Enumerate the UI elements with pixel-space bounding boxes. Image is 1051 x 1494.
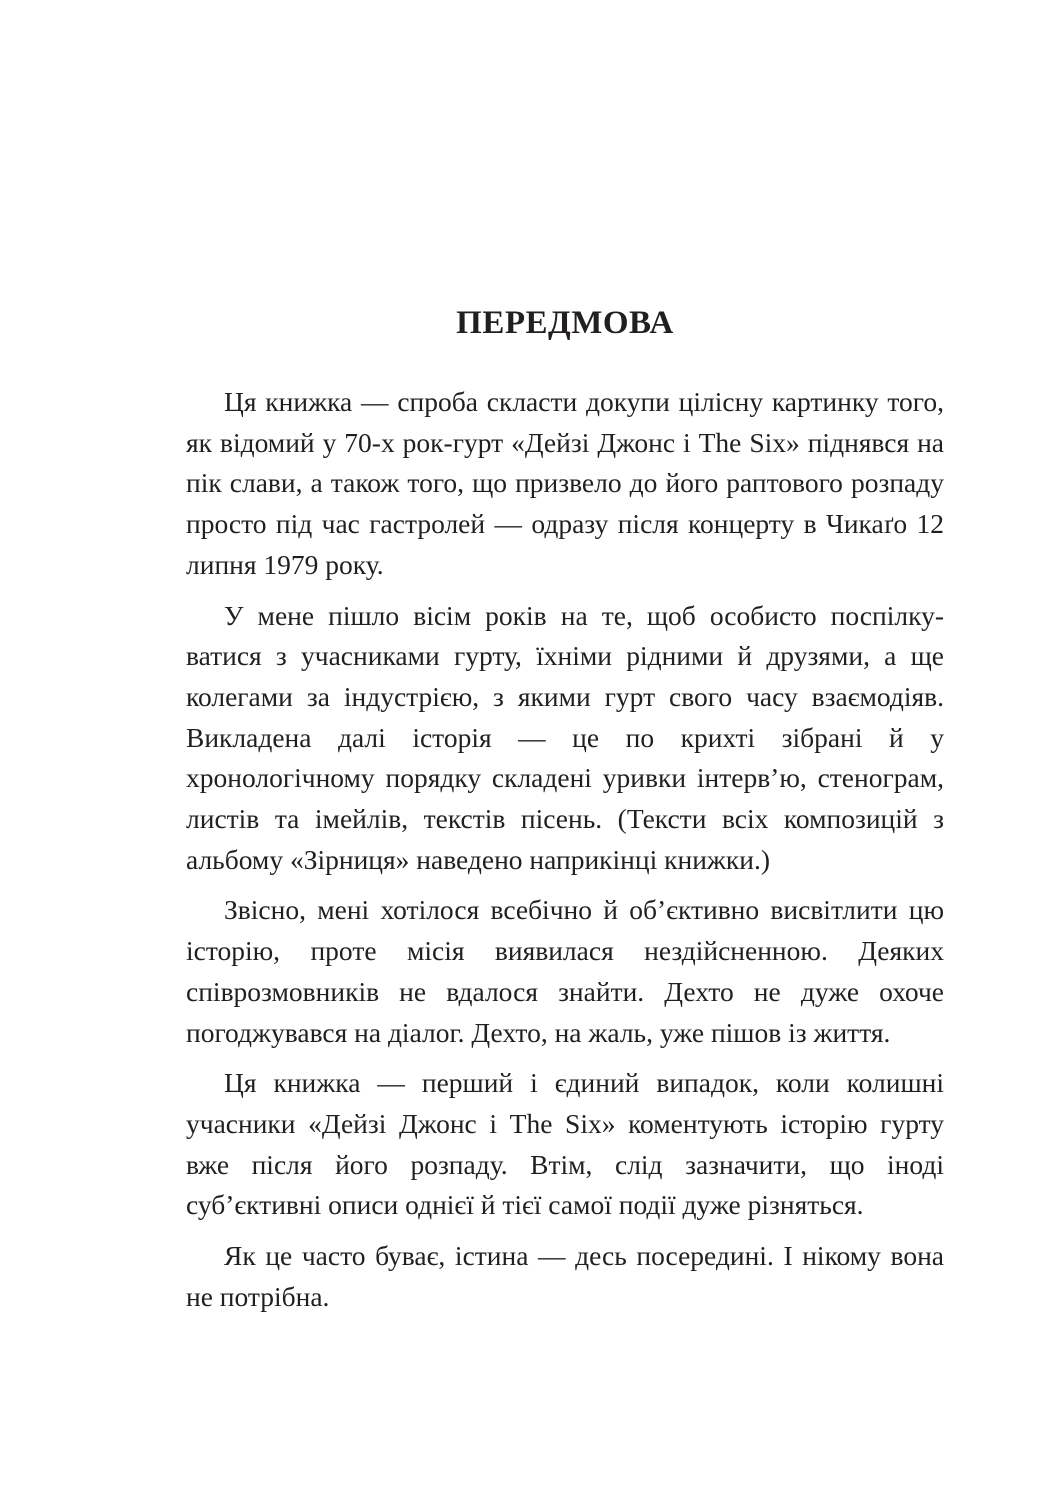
- paragraph-2: У мене пішло вісім років на те, щоб особисто поспілкуватися з учасниками гурту, їхніми рідними й друзями, а ще колегами за індустрією, з якими гурт свого часу взаємодіяв. Викладена далі історія — це по крихті зібрані й у хронологічному порядку складені уривки інтерв’ю, стенограм, листів та імейлів, текстів пісень. (Тексти всіх композицій з альбому «Зірниця» наведено наприкінці книжки.): [186, 599, 944, 875]
- paragraph-1: Ця книжка — спроба скласти докупи цілісну картинку того, як відомий у 70-х рок-гурт «Дейзі Джонс і The Six» піднявся на пік слави, а також того, що призвело до його раптового розпаду просто під час гастролей — одразу після концерту в Чикаґо 12 липня 1979 року.: [186, 386, 944, 580]
- paragraph-3: Звісно, мені хотілося всебічно й об’єктивно висвітлити цю історію, проте місія виявилася нездійсненною. Деяких співрозмовників не вдалося знайти. Дехто не дуже охоче погоджувався на діалог. Дехто, на жаль, уже пішов із життя.: [186, 894, 944, 1048]
- preface-text: [186, 382, 944, 1327]
- chapter-title: ПЕРЕДМОВА: [456, 305, 674, 341]
- paragraph-4: Ця книжка — перший і єдиний випадок, коли колишні учасники «Дейзі Джонс і The Six» коментують історію гурту вже після його розпаду. Втім, слід зазначити, що іноді суб’єктивні описи однієї й тієї самої події дуже різняться.: [186, 1067, 944, 1221]
- paragraph-5: Як це часто буває, істина — десь посередині. І нікому вона не потрібна.: [186, 1240, 944, 1312]
